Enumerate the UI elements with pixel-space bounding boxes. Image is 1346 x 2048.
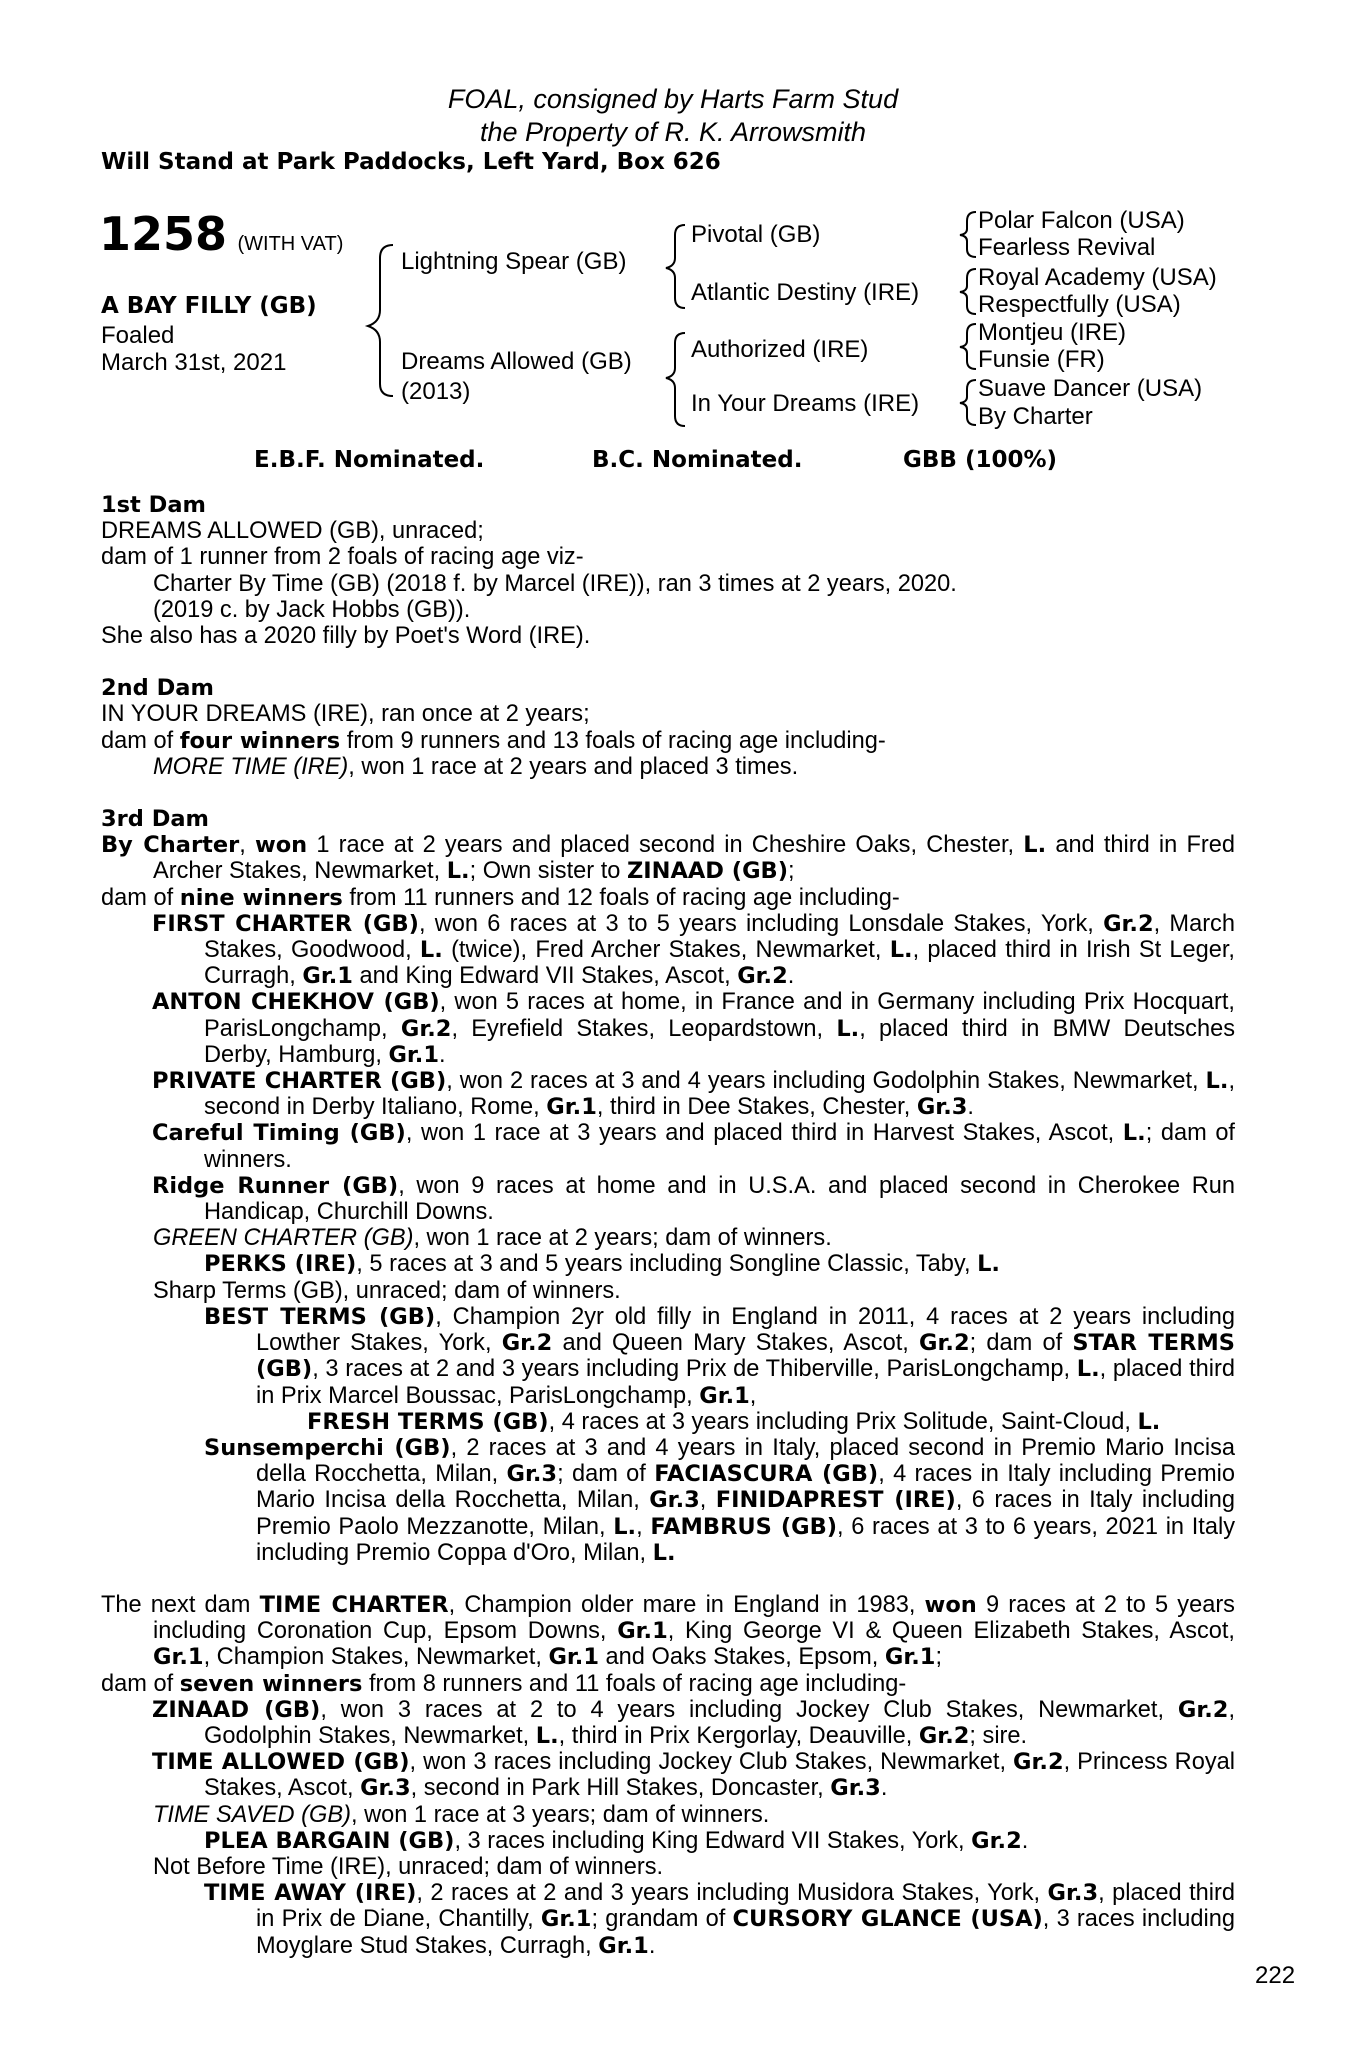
- anton-chekhov-entry: ANTON CHEKHOV (GB), won 5 races at home, in France and in Germany including Prix Hocquart, ParisLongchamp, Gr.2, Eyrefield Stakes, Leopardstown, L., placed third in BMW Deutsches Derby, Hamburg, Gr.1.: [152, 989, 1236, 1068]
- pedigree-sire: Lightning Spear (GB): [401, 248, 627, 275]
- second-dam-foal: MORE TIME (IRE), won 1 race at 2 years and placed 3 times.: [153, 753, 799, 780]
- gbb-rating: GBB (100%): [903, 447, 1058, 473]
- pedigree-g3-7: Suave Dancer (USA): [978, 375, 1203, 402]
- green-charter-entry: GREEN CHARTER (GB), won 1 race at 2 years; dam of winners.: [153, 1225, 832, 1252]
- pedigree-g3-5: Montjeu (IRE): [978, 319, 1127, 346]
- first-dam-line: DREAMS ALLOWED (GB), unraced;: [101, 518, 484, 545]
- pedigree-g3-3: Royal Academy (USA): [978, 264, 1217, 291]
- fresh-terms-entry: FRESH TERMS (GB), 4 races at 3 years including Prix Solitude, Saint-Cloud, L.: [307, 1408, 1161, 1435]
- perks-entry: PERKS (IRE), 5 races at 3 and 5 years including Songline Classic, Taby, L.: [204, 1251, 1000, 1278]
- pedigree-g3-6: Funsie (FR): [978, 346, 1105, 373]
- second-dam-produce-line: dam of four winners from 9 runners and 13 foals of racing age including-: [101, 727, 886, 754]
- pedigree-dam: Dreams Allowed (GB): [401, 348, 632, 375]
- time-saved-entry: TIME SAVED (GB), won 1 race at 3 years; dam of winners.: [153, 1801, 770, 1828]
- first-dam-foal-2: (2019 c. by Jack Hobbs (GB)).: [153, 596, 471, 623]
- best-terms-entry: BEST TERMS (GB), Champion 2yr old filly in England in 2011, 4 races at 2 years including Lowther Stakes, York, Gr.2 and Queen Mary Stakes, Ascot, Gr.2; dam of STAR TERMS (GB), 3 races at 2 and 3 years including Prix de Thiberville, ParisLongchamp, L., placed third in Prix Marcel Boussac, ParisLongchamp, Gr.1,: [204, 1303, 1236, 1409]
- consignor-line: FOAL, consigned by Harts Farm Stud: [447, 84, 899, 114]
- time-away-entry: TIME AWAY (IRE), 2 races at 2 and 3 years including Musidora Stakes, York, Gr.3, placed third in Prix de Diane, Chantilly, Gr.1; grandam of CURSORY GLANCE (USA), 3 races including Moyglare Stud Stakes, Curragh, Gr.1.: [204, 1880, 1236, 1959]
- foaled-date: March 31st, 2021: [101, 349, 287, 376]
- lot-number: 1258: [99, 207, 228, 261]
- brace-main: [368, 245, 393, 396]
- sharp-terms-entry: Sharp Terms (GB), unraced; dam of winners.: [153, 1277, 621, 1304]
- first-dam-foal-1: Charter By Time (GB) (2018 f. by Marcel (IRE)), ran 3 times at 2 years, 2020.: [153, 570, 957, 597]
- pedigree-sire-sire: Pivotal (GB): [691, 221, 821, 248]
- foaled-label: Foaled: [101, 322, 175, 349]
- pedigree-dam-year: (2013): [401, 378, 471, 405]
- ridge-runner-entry: Ridge Runner (GB), won 9 races at home and in U.S.A. and placed second in Cherokee Run Handicap, Churchill Downs.: [152, 1172, 1235, 1226]
- third-dam-line: By Charter, won 1 race at 2 years and placed second in Cheshire Oaks, Chester, L. and third in Fred Archer Stakes, Newmarket, L.; Own sister to ZINAAD (GB);: [101, 832, 1235, 885]
- plea-bargain-entry: PLEA BARGAIN (GB), 3 races including King Edward VII Stakes, York, Gr.2.: [204, 1827, 1029, 1854]
- sunsemperchi-entry: Sunsemperchi (GB), 2 races at 3 and 4 years in Italy, placed second in Premio Mario Incisa della Rocchetta, Milan, Gr.3; dam of FACIASCURA (GB), 4 races in Italy including Premio Mario Incisa della Rocchetta, Milan, Gr.3, FINIDAPREST (IRE), 6 races in Italy including Premio Paolo Mezzanotte, Milan, L., FAMBRUS (GB), 6 races at 3 to 6 years, 2021 in Italy including Premio Coppa d'Oro, Milan, L.: [204, 1434, 1235, 1566]
- pedigree-notes: [101, 492, 1235, 1959]
- careful-timing-entry: Careful Timing (GB), won 1 race at 3 years and placed third in Harvest Stakes, Ascot, L.; dam of winners.: [152, 1120, 1235, 1173]
- ebf-nomination: E.B.F. Nominated.: [254, 447, 485, 473]
- first-dam-produce-line: dam of 1 runner from 2 foals of racing age viz-: [101, 544, 584, 571]
- vat-note: (WITH VAT): [237, 233, 344, 255]
- first-charter-entry: FIRST CHARTER (GB), won 6 races at 3 to 5 years including Lonsdale Stakes, York, Gr.2, March Stakes, Goodwood, L. (twice), Fred Archer Stakes, Newmarket, L., placed third in Irish St Leger, Curragh, Gr.1 and King Edward VII Stakes, Ascot, Gr.2.: [152, 910, 1235, 990]
- first-dam-foal-3: She also has a 2020 filly by Poet's Word (IRE).: [101, 623, 591, 650]
- not-before-time-entry: Not Before Time (IRE), unraced; dam of winners.: [153, 1853, 664, 1880]
- brace-g-sire-dam: [960, 269, 976, 314]
- second-dam-heading: 2nd Dam: [101, 675, 214, 702]
- stand-location: Will Stand at Park Paddocks, Left Yard, Box 626: [101, 149, 721, 175]
- pedigree-g3-4: Respectfully (USA): [978, 291, 1181, 318]
- brace-g-dam-dam: [960, 380, 976, 425]
- pedigree-g3-1: Polar Falcon (USA): [978, 207, 1185, 234]
- property-line: the Property of R. K. Arrowsmith: [479, 117, 867, 147]
- pedigree-g3-8: By Charter: [978, 403, 1093, 430]
- brace-g-dam-sire: [960, 324, 976, 369]
- zinaad-entry: ZINAAD (GB), won 3 races at 2 to 4 years including Jockey Club Stakes, Newmarket, Gr.2, Godolphin Stakes, Newmarket, L., third in Prix Kergorlay, Deauville, Gr.2; sire.: [152, 1696, 1235, 1749]
- second-dam-line: IN YOUR DREAMS (IRE), ran once at 2 years;: [101, 701, 590, 728]
- third-dam-heading: 3rd Dam: [101, 806, 209, 833]
- brace-sire: [666, 225, 685, 308]
- private-charter-entry: PRIVATE CHARTER (GB), won 2 races at 3 and 4 years including Godolphin Stakes, Newmarket, L., second in Derby Italiano, Rome, Gr.1, third in Dee Stakes, Chester, Gr.3.: [152, 1068, 1235, 1121]
- next-dam-produce-line: dam of seven winners from 8 runners and 11 foals of racing age including-: [101, 1670, 907, 1697]
- first-dam-heading: 1st Dam: [101, 492, 206, 518]
- time-allowed-entry: TIME ALLOWED (GB), won 3 races including Jockey Club Stakes, Newmarket, Gr.2, Princess Royal Stakes, Ascot, Gr.3, second in Park Hill Stakes, Doncaster, Gr.3.: [152, 1749, 1236, 1802]
- page-number: 222: [1255, 1962, 1296, 1989]
- pedigree-dam-dam: In Your Dreams (IRE): [691, 390, 920, 417]
- brace-dam: [666, 333, 685, 426]
- pedigree-g3-2: Fearless Revival: [978, 234, 1156, 261]
- next-dam-line: The next dam TIME CHARTER, Champion older mare in England in 1983, won 9 races at 2 to 5 years including Coronation Cup, Epsom Downs, Gr.1, King George VI & Queen Elizabeth Stakes, Ascot, Gr.1, Champion Stakes, Newmarket, Gr.1 and Oaks Stakes, Epsom, Gr.1;: [101, 1591, 1235, 1671]
- pedigree-dam-sire: Authorized (IRE): [691, 336, 869, 363]
- brace-g-sire-sire: [960, 212, 976, 257]
- third-dam-produce-line: dam of nine winners from 11 runners and 12 foals of racing age including-: [101, 884, 900, 911]
- lot-description: A BAY FILLY (GB): [101, 293, 317, 319]
- pedigree-sire-dam: Atlantic Destiny (IRE): [691, 279, 920, 306]
- bc-nomination: B.C. Nominated.: [592, 447, 803, 473]
